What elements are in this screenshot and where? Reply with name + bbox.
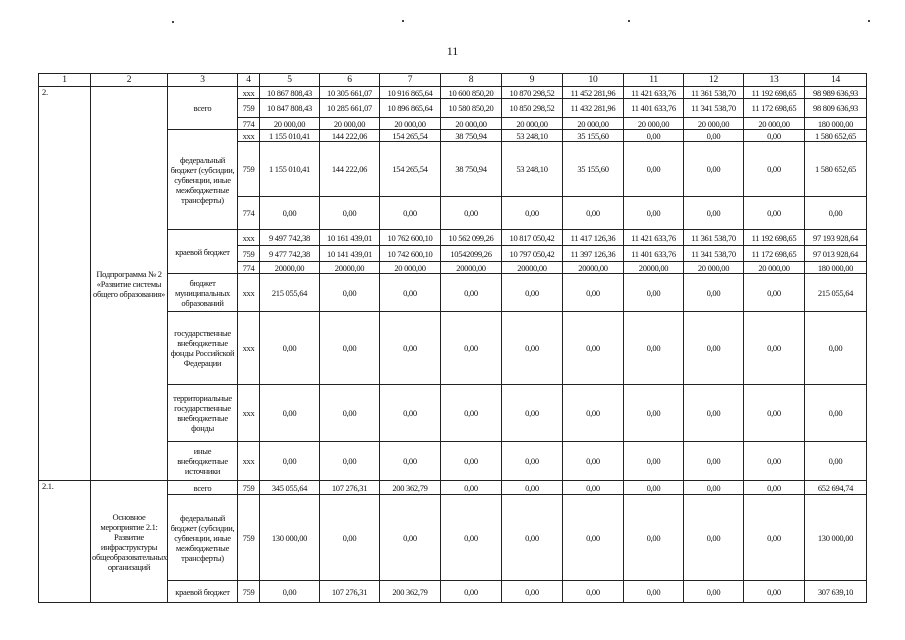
value-cell: 20000,00 <box>441 262 502 274</box>
value-cell: 0,00 <box>744 481 805 495</box>
table-row <box>39 87 867 99</box>
value-cell: 0,00 <box>502 442 563 481</box>
value-cell: 10 285 661,07 <box>320 99 380 118</box>
value-cell: 0,00 <box>441 442 502 481</box>
value-cell: 0,00 <box>260 312 320 385</box>
value-cell: 0,00 <box>684 274 744 312</box>
value-cell: 0,00 <box>441 274 502 312</box>
value-cell: 10 305 661,07 <box>320 87 380 99</box>
value-cell: 200 362,79 <box>380 481 441 495</box>
value-cell: 0,00 <box>684 197 744 230</box>
value-cell: 10 141 439,01 <box>320 246 380 262</box>
value-cell: 10 742 600,10 <box>380 246 441 262</box>
value-cell: 10 817 050,42 <box>502 230 563 246</box>
value-cell: 20000,00 <box>563 262 624 274</box>
code-cell: 759 <box>238 481 260 495</box>
value-cell: 0,00 <box>563 274 624 312</box>
value-cell: 0,00 <box>684 495 744 581</box>
value-cell: 20000,00 <box>624 262 684 274</box>
value-cell: 0,00 <box>320 197 380 230</box>
value-cell: 11 421 633,76 <box>624 230 684 246</box>
code-cell: 759 <box>238 495 260 581</box>
value-cell: 1 580 652,65 <box>805 142 867 197</box>
value-cell: 0,00 <box>502 495 563 581</box>
value-cell: 144 222,06 <box>320 142 380 197</box>
value-cell: 200 362,79 <box>380 581 441 603</box>
value-cell: 0,00 <box>805 442 867 481</box>
value-cell: 0,00 <box>624 581 684 603</box>
value-cell: 307 639,10 <box>805 581 867 603</box>
source-label: федеральный бюджет (субсидии, субвенции, иные межбюджетные трансферты) <box>168 130 238 230</box>
value-cell: 0,00 <box>684 385 744 442</box>
value-cell: 0,00 <box>624 142 684 197</box>
value-cell: 20000,00 <box>320 262 380 274</box>
value-cell: 652 694,74 <box>805 481 867 495</box>
value-cell: 0,00 <box>441 197 502 230</box>
value-cell: 38 750,94 <box>441 130 502 142</box>
column-header: 4 <box>238 74 260 87</box>
value-cell: 0,00 <box>805 197 867 230</box>
value-cell: 20 000,00 <box>380 118 441 130</box>
value-cell: 0,00 <box>502 312 563 385</box>
source-label: территориальные государственные внебюджетные фонды <box>168 385 238 442</box>
value-cell: 0,00 <box>320 385 380 442</box>
value-cell: 11 341 538,70 <box>684 246 744 262</box>
value-cell: 20 000,00 <box>744 262 805 274</box>
value-cell: 11 432 281,96 <box>563 99 624 118</box>
value-cell: 38 750,94 <box>441 142 502 197</box>
value-cell: 20 000,00 <box>744 118 805 130</box>
value-cell: 11 172 698,65 <box>744 99 805 118</box>
source-label: бюджет муниципальных образований <box>168 274 238 312</box>
value-cell: 20 000,00 <box>624 118 684 130</box>
scan-speck <box>172 21 174 23</box>
value-cell: 0,00 <box>260 385 320 442</box>
value-cell: 0,00 <box>502 385 563 442</box>
value-cell: 0,00 <box>684 142 744 197</box>
source-label: федеральный бюджет (субсидии, субвенции, иные межбюджетные трансферты) <box>168 495 238 581</box>
value-cell: 20000,00 <box>260 262 320 274</box>
value-cell: 130 000,00 <box>260 495 320 581</box>
value-cell: 0,00 <box>624 495 684 581</box>
value-cell: 11 172 698,65 <box>744 246 805 262</box>
value-cell: 10542099,26 <box>441 246 502 262</box>
value-cell: 11 397 126,36 <box>563 246 624 262</box>
value-cell: 215 055,64 <box>260 274 320 312</box>
column-header: 11 <box>624 74 684 87</box>
column-header: 5 <box>260 74 320 87</box>
value-cell: 0,00 <box>684 312 744 385</box>
value-cell: 0,00 <box>563 581 624 603</box>
table-row <box>39 74 867 87</box>
source-label: иные внебюджетные источники <box>168 442 238 481</box>
value-cell: 53 248,10 <box>502 130 563 142</box>
value-cell: 98 809 636,93 <box>805 99 867 118</box>
value-cell: 9 477 742,38 <box>260 246 320 262</box>
value-cell: 0,00 <box>744 312 805 385</box>
row-number: 2.1. <box>39 481 91 603</box>
code-cell: xxx <box>238 87 260 99</box>
value-cell: 0,00 <box>744 197 805 230</box>
value-cell: 0,00 <box>563 495 624 581</box>
value-cell: 10 870 298,52 <box>502 87 563 99</box>
value-cell: 20 000,00 <box>380 262 441 274</box>
value-cell: 10 850 298,52 <box>502 99 563 118</box>
value-cell: 0,00 <box>320 312 380 385</box>
value-cell: 0,00 <box>624 385 684 442</box>
value-cell: 20 000,00 <box>441 118 502 130</box>
row-number: 2. <box>39 87 91 481</box>
code-cell: xxx <box>238 442 260 481</box>
value-cell: 0,00 <box>441 385 502 442</box>
column-header: 2 <box>91 74 168 87</box>
scan-speck <box>402 20 404 22</box>
value-cell: 1 155 010,41 <box>260 142 320 197</box>
scan-speck <box>628 20 630 22</box>
column-header: 12 <box>684 74 744 87</box>
value-cell: 20 000,00 <box>684 262 744 274</box>
value-cell: 0,00 <box>502 481 563 495</box>
value-cell: 35 155,60 <box>563 130 624 142</box>
value-cell: 0,00 <box>441 312 502 385</box>
value-cell: 0,00 <box>380 274 441 312</box>
value-cell: 0,00 <box>563 385 624 442</box>
value-cell: 11 192 698,65 <box>744 87 805 99</box>
value-cell: 107 276,31 <box>320 481 380 495</box>
value-cell: 11 452 281,96 <box>563 87 624 99</box>
value-cell: 215 055,64 <box>805 274 867 312</box>
value-cell: 20 000,00 <box>320 118 380 130</box>
value-cell: 20 000,00 <box>502 118 563 130</box>
row-name: Основное мероприятие 2.1: Развитие инфраструктуры общеобразовательных организаций <box>91 481 168 603</box>
value-cell: 0,00 <box>624 442 684 481</box>
code-cell: xxx <box>238 130 260 142</box>
column-header: 6 <box>320 74 380 87</box>
column-header: 9 <box>502 74 563 87</box>
code-cell: 759 <box>238 99 260 118</box>
row-name: Подпрограмма № 2 «Развитие системы общего образования» <box>91 87 168 481</box>
value-cell: 130 000,00 <box>805 495 867 581</box>
value-cell: 10 580 850,20 <box>441 99 502 118</box>
value-cell: 0,00 <box>563 442 624 481</box>
value-cell: 0,00 <box>684 581 744 603</box>
column-header: 10 <box>563 74 624 87</box>
value-cell: 20 000,00 <box>563 118 624 130</box>
value-cell: 0,00 <box>744 142 805 197</box>
value-cell: 0,00 <box>380 442 441 481</box>
value-cell: 35 155,60 <box>563 142 624 197</box>
value-cell: 0,00 <box>624 481 684 495</box>
value-cell: 0,00 <box>260 197 320 230</box>
value-cell: 20000,00 <box>502 262 563 274</box>
column-header: 1 <box>39 74 91 87</box>
table-body <box>39 74 867 603</box>
value-cell: 0,00 <box>380 312 441 385</box>
value-cell: 0,00 <box>260 442 320 481</box>
value-cell: 0,00 <box>563 481 624 495</box>
value-cell: 10 797 050,42 <box>502 246 563 262</box>
value-cell: 0,00 <box>320 274 380 312</box>
column-header: 13 <box>744 74 805 87</box>
value-cell: 0,00 <box>320 442 380 481</box>
value-cell: 0,00 <box>684 481 744 495</box>
value-cell: 0,00 <box>502 274 563 312</box>
value-cell: 0,00 <box>744 385 805 442</box>
value-cell: 53 248,10 <box>502 142 563 197</box>
value-cell: 107 276,31 <box>320 581 380 603</box>
column-header: 3 <box>168 74 238 87</box>
value-cell: 0,00 <box>744 581 805 603</box>
table-row <box>39 481 867 495</box>
value-cell: 0,00 <box>563 312 624 385</box>
value-cell: 0,00 <box>744 442 805 481</box>
code-cell: xxx <box>238 230 260 246</box>
value-cell: 11 192 698,65 <box>744 230 805 246</box>
code-cell: 759 <box>238 142 260 197</box>
value-cell: 11 361 538,70 <box>684 87 744 99</box>
code-cell: 759 <box>238 246 260 262</box>
value-cell: 0,00 <box>744 495 805 581</box>
value-cell: 10 847 808,43 <box>260 99 320 118</box>
value-cell: 154 265,54 <box>380 130 441 142</box>
value-cell: 10 896 865,64 <box>380 99 441 118</box>
source-label: краевой бюджет <box>168 581 238 603</box>
value-cell: 0,00 <box>805 385 867 442</box>
value-cell: 0,00 <box>744 274 805 312</box>
value-cell: 1 155 010,41 <box>260 130 320 142</box>
value-cell: 0,00 <box>380 385 441 442</box>
value-cell: 0,00 <box>260 581 320 603</box>
value-cell: 0,00 <box>684 130 744 142</box>
value-cell: 180 000,00 <box>805 262 867 274</box>
value-cell: 97 013 928,64 <box>805 246 867 262</box>
page-number: 11 <box>446 44 459 58</box>
value-cell: 0,00 <box>380 197 441 230</box>
value-cell: 144 222,06 <box>320 130 380 142</box>
value-cell: 0,00 <box>684 442 744 481</box>
value-cell: 10 762 600,10 <box>380 230 441 246</box>
value-cell: 9 497 742,38 <box>260 230 320 246</box>
value-cell: 0,00 <box>805 312 867 385</box>
column-header: 7 <box>380 74 441 87</box>
value-cell: 0,00 <box>320 495 380 581</box>
value-cell: 345 055,64 <box>260 481 320 495</box>
value-cell: 1 580 652,65 <box>805 130 867 142</box>
value-cell: 11 417 126,36 <box>563 230 624 246</box>
source-label: государственные внебюджетные фонды Российской Федерации <box>168 312 238 385</box>
value-cell: 0,00 <box>441 481 502 495</box>
code-cell: 774 <box>238 262 260 274</box>
value-cell: 0,00 <box>380 495 441 581</box>
value-cell: 98 989 636,93 <box>805 87 867 99</box>
value-cell: 0,00 <box>624 130 684 142</box>
value-cell: 20 000,00 <box>684 118 744 130</box>
value-cell: 0,00 <box>563 197 624 230</box>
value-cell: 20 000,00 <box>260 118 320 130</box>
value-cell: 10 161 439,01 <box>320 230 380 246</box>
value-cell: 0,00 <box>502 581 563 603</box>
budget-table <box>38 73 867 603</box>
value-cell: 10 916 865,64 <box>380 87 441 99</box>
value-cell: 11 361 538,70 <box>684 230 744 246</box>
value-cell: 154 265,54 <box>380 142 441 197</box>
source-label: краевой бюджет <box>168 230 238 274</box>
source-label: всего <box>168 87 238 130</box>
value-cell: 10 867 808,43 <box>260 87 320 99</box>
code-cell: xxx <box>238 274 260 312</box>
value-cell: 11 421 633,76 <box>624 87 684 99</box>
code-cell: xxx <box>238 312 260 385</box>
value-cell: 0,00 <box>441 495 502 581</box>
code-cell: xxx <box>238 385 260 442</box>
column-header: 14 <box>805 74 867 87</box>
value-cell: 0,00 <box>624 274 684 312</box>
scan-speck <box>868 20 870 22</box>
value-cell: 11 341 538,70 <box>684 99 744 118</box>
value-cell: 0,00 <box>441 581 502 603</box>
code-cell: 774 <box>238 197 260 230</box>
value-cell: 0,00 <box>744 130 805 142</box>
value-cell: 10 562 099,26 <box>441 230 502 246</box>
value-cell: 10 600 850,20 <box>441 87 502 99</box>
column-header: 8 <box>441 74 502 87</box>
source-label: всего <box>168 481 238 495</box>
value-cell: 0,00 <box>624 312 684 385</box>
code-cell: 759 <box>238 581 260 603</box>
code-cell: 774 <box>238 118 260 130</box>
value-cell: 11 401 633,76 <box>624 99 684 118</box>
value-cell: 97 193 928,64 <box>805 230 867 246</box>
value-cell: 0,00 <box>502 197 563 230</box>
value-cell: 11 401 633,76 <box>624 246 684 262</box>
value-cell: 180 000,00 <box>805 118 867 130</box>
value-cell: 0,00 <box>624 197 684 230</box>
